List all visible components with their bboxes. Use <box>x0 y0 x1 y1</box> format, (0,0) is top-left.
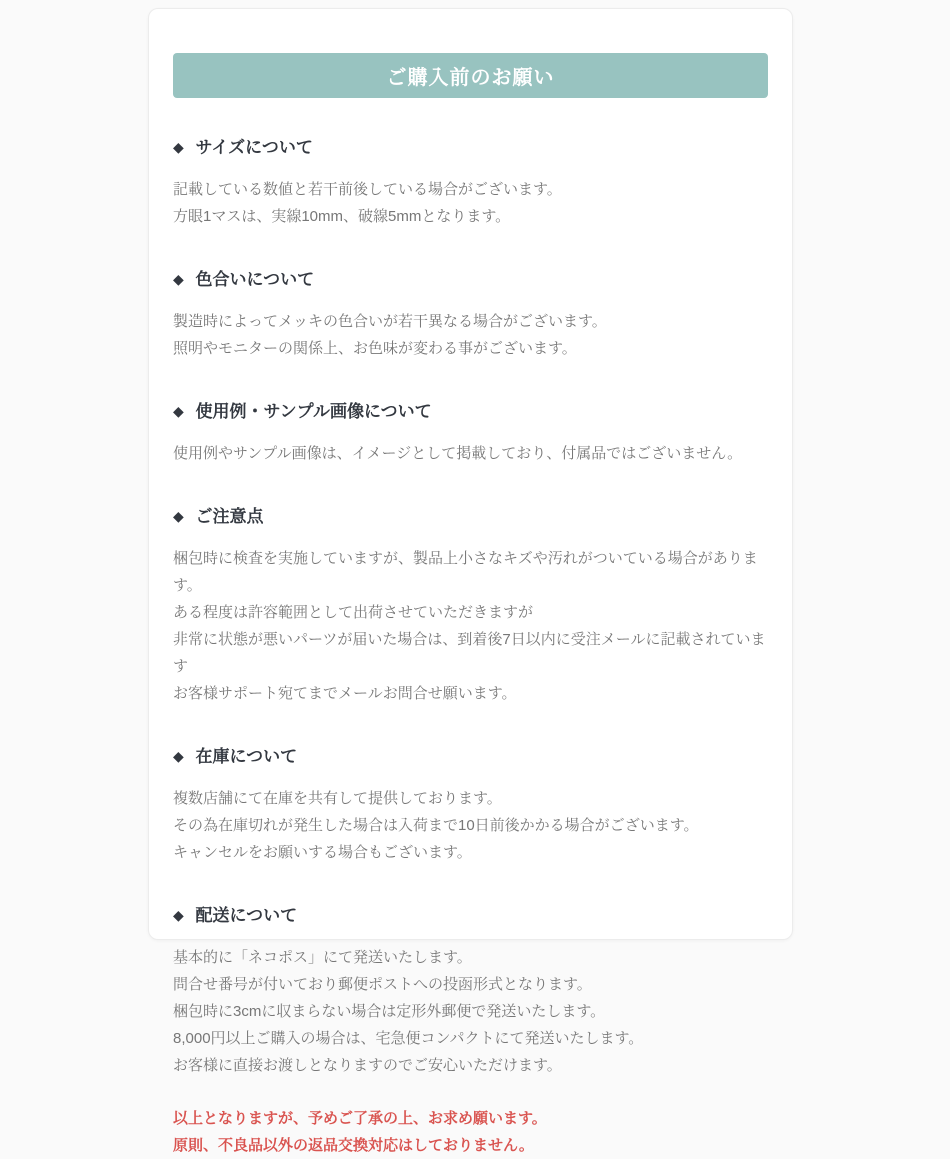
section-heading <box>173 268 768 292</box>
section-line: 非常に状態が悪いパーツが届いた場合は、到着後7日以内に受注メールに記載されています <box>173 631 766 675</box>
section-heading-label: 在庫について <box>195 747 298 766</box>
section-line: 使用例やサンプル画像は、イメージとして掲載しており、付属品ではございません。 <box>173 445 743 462</box>
section-heading <box>173 400 768 424</box>
section-line: 基本的に「ネコポス」にて発送いたします。 <box>173 949 472 966</box>
section-heading-label: 配送について <box>195 906 298 925</box>
diamond-bullet-icon: ◆ <box>173 907 184 923</box>
section-heading-label: 使用例・サンプル画像について <box>195 402 432 421</box>
section-line: お客様に直接お渡しとなりますのでご安心いただけます。 <box>173 1057 562 1074</box>
section-body <box>173 308 768 362</box>
diamond-bullet-icon: ◆ <box>173 508 184 524</box>
section-heading-label: ご注意点 <box>195 507 264 526</box>
section-heading <box>173 745 768 769</box>
section-line: 記載している数値と若干前後している場合がございます。 <box>173 181 562 198</box>
diamond-bullet-icon: ◆ <box>173 271 184 287</box>
section-line: キャンセルをお願いする場合もございます。 <box>173 844 472 861</box>
purchase-notice-card <box>148 8 793 1154</box>
diamond-bullet-icon: ◆ <box>173 748 184 764</box>
notice-section <box>173 400 768 467</box>
section-heading <box>173 505 768 529</box>
section-body <box>173 785 768 866</box>
sections <box>173 136 768 1079</box>
warning-line: 以上となりますが、予めご了承の上、お求め願います。 <box>173 1110 547 1127</box>
notice-section <box>173 745 768 866</box>
warning-line: 原則、不良品以外の返品交換対応はしておりません。 <box>173 1137 534 1154</box>
section-heading-label: 色合いについて <box>195 270 315 289</box>
section-body <box>173 440 768 467</box>
diamond-bullet-icon: ◆ <box>173 139 184 155</box>
notice-section <box>173 904 768 1079</box>
section-line: 照明やモニターの関係上、お色味が変わる事がございます。 <box>173 340 577 357</box>
notice-section <box>173 505 768 707</box>
section-body <box>173 176 768 230</box>
section-line: 方眼1マスは、実線10mm、破線5mmとなります。 <box>173 208 511 225</box>
section-heading <box>173 904 768 928</box>
section-heading <box>173 136 768 160</box>
page-title: ご購入前のお願い <box>386 67 555 89</box>
diamond-bullet-icon: ◆ <box>173 403 184 419</box>
section-line: その為在庫切れが発生した場合は入荷まで10日前後かかる場合がございます。 <box>173 817 699 834</box>
section-line: 梱包時に検査を実施していますが、製品上小さなキズや汚れがついている場合があります。 <box>173 550 758 594</box>
notice-title-banner <box>173 53 768 98</box>
section-line: 問合せ番号が付いており郵便ポストへの投函形式となります。 <box>173 976 592 993</box>
section-line: お客様サポート宛てまでメールお問合せ願います。 <box>173 685 517 702</box>
section-heading-label: サイズについて <box>195 138 313 157</box>
section-line: 梱包時に3cmに収まらない場合は定形外郵便で発送いたします。 <box>173 1003 606 1020</box>
section-line: ある程度は許容範囲として出荷させていただきますが <box>173 604 534 621</box>
section-body <box>173 944 768 1079</box>
notice-section <box>173 268 768 362</box>
section-line: 複数店舗にて在庫を共有して提供しております。 <box>173 790 502 807</box>
warning-notice <box>173 1105 768 1159</box>
section-line: 8,000円以上ご購入の場合は、宅急便コンパクトにて発送いたします。 <box>173 1030 644 1047</box>
notice-section <box>173 136 768 230</box>
section-line: 製造時によってメッキの色合いが若干異なる場合がございます。 <box>173 313 607 330</box>
section-body <box>173 545 768 707</box>
